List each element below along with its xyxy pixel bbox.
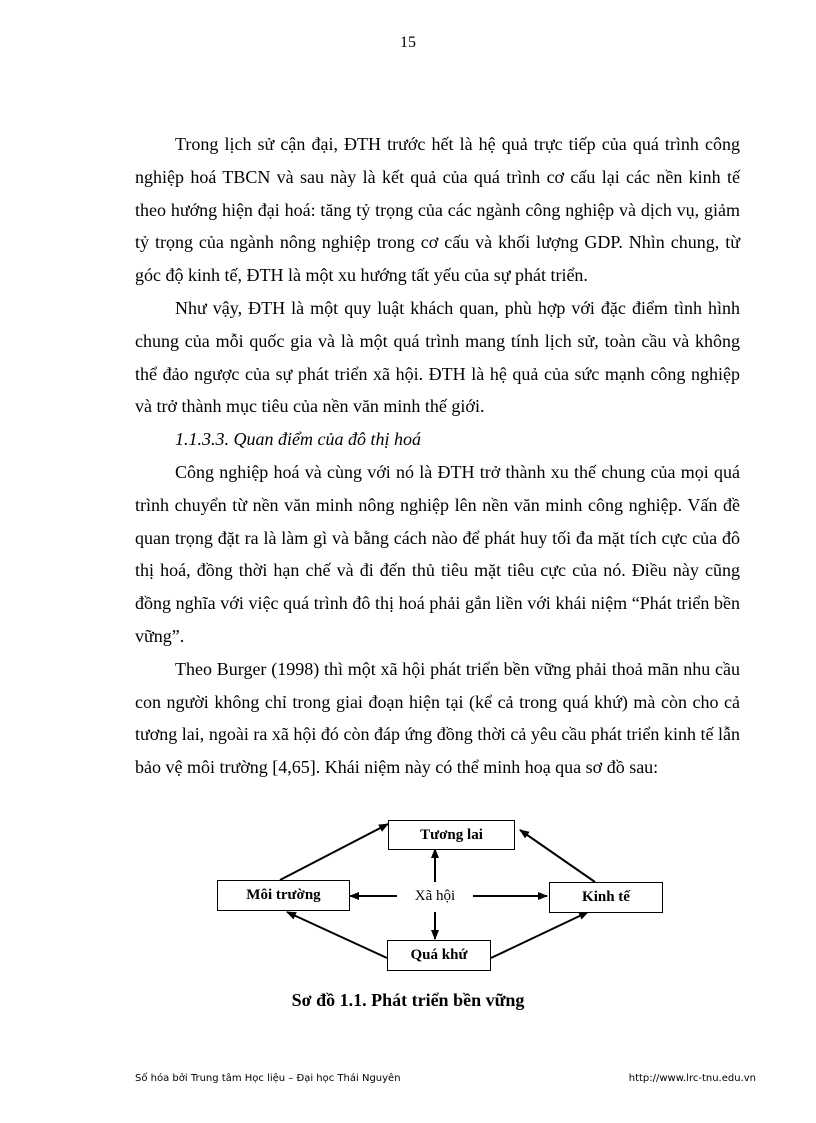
sustainable-development-diagram xyxy=(205,812,665,982)
node-society: Xã hội xyxy=(397,882,473,912)
node-past: Quá khứ xyxy=(387,940,491,971)
footer-source: Số hóa bởi Trung tâm Học liệu – Đại học Thái Nguyên xyxy=(135,1073,401,1084)
body-text xyxy=(135,128,740,784)
arrow-environment-future xyxy=(280,824,388,880)
paragraph-4: Theo Burger (1998) thì một xã hội phát triển bền vững phải thoả mãn nhu cầu con người không chỉ trong giai đoạn hiện tại (kể cả trong quá khứ) mà còn cho cả tương lai, ngoài ra xã hội đó còn đáp ứng đồng thời cả yêu cầu phát triển kinh tế lẫn bảo vệ môi trường [4,65]. Khái niệm này có thể minh hoạ qua sơ đồ sau: xyxy=(135,658,740,778)
page-number: 15 xyxy=(400,34,416,51)
section-heading: 1.1.3.3. Quan điểm của đô thị hoá xyxy=(175,429,421,450)
arrow-past-economy xyxy=(491,912,588,958)
node-environment: Môi trường xyxy=(217,880,350,911)
arrow-economy-future xyxy=(520,830,595,882)
node-economy: Kinh tế xyxy=(549,882,663,913)
arrow-past-environment xyxy=(287,912,387,958)
footer-url[interactable]: http://www.lrc-tnu.edu.vn xyxy=(628,1073,756,1084)
diagram-caption: Sơ đồ 1.1. Phát triển bền vững xyxy=(291,990,525,1010)
paragraph-2: Như vậy, ĐTH là một quy luật khách quan, phù hợp với đặc điểm tình hình chung của mỗi quốc gia và là một quá trình mang tính lịch sử, toàn cầu và không thể đảo ngược của sự phát triển xã hội. ĐTH là hệ quả của sức mạnh công nghiệp và trở thành mục tiêu của nền văn minh thế giới. xyxy=(135,297,740,417)
paragraph-1: Trong lịch sử cận đại, ĐTH trước hết là hệ quả trực tiếp của quá trình công nghiệp hoá TBCN và sau này là kết quả của quá trình cơ cấu lại các nền kinh tế theo hướng hiện đại hoá: tăng tỷ trọng của các ngành công nghiệp và dịch vụ, giảm tỷ trọng của ngành nông nghiệp trong cơ cấu và khối lượng GDP. Nhìn chung, từ góc độ kinh tế, ĐTH là một xu hướng tất yếu của sự phát triển. xyxy=(135,134,740,286)
node-future: Tương lai xyxy=(388,820,515,850)
paragraph-3: Công nghiệp hoá và cùng với nó là ĐTH trở thành xu thế chung của mọi quá trình chuyển từ nền văn minh nông nghiệp lên nền văn minh công nghiệp. Vấn đề quan trọng đặt ra là làm gì và bằng cách nào để phát huy tối đa mặt tích cực của đô thị hoá, đồng thời hạn chế và đi đến thủ tiêu mặt tiêu cực của nó. Điều này cũng đồng nghĩa với việc quá trình đô thị hoá phải gắn liền với khái niệm “Phát triển bền vững”. xyxy=(135,461,740,646)
